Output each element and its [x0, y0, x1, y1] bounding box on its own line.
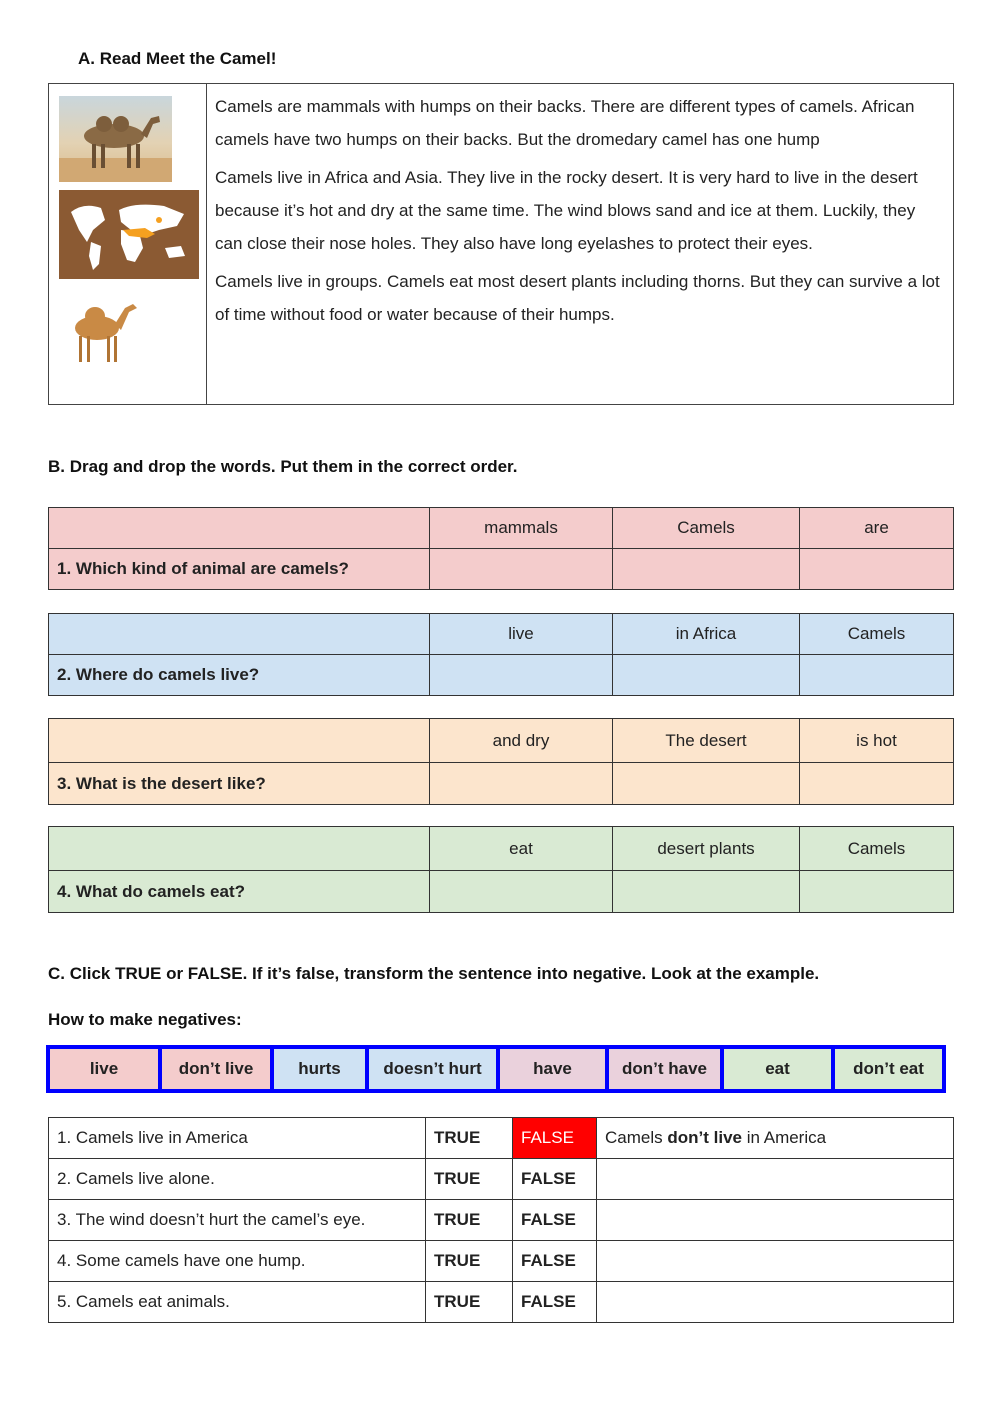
true-button[interactable]: TRUE	[426, 1118, 513, 1159]
false-button[interactable]: FALSE	[513, 1159, 597, 1200]
word-tile[interactable]: eat	[430, 827, 613, 871]
answer-field-5[interactable]	[597, 1282, 954, 1323]
negative-word-live: live	[50, 1049, 162, 1089]
question-3: 3. What is the desert like?	[49, 763, 430, 805]
bactrian-camel-photo	[59, 96, 172, 182]
reading-text	[207, 84, 953, 404]
word-tile[interactable]: mammals	[430, 508, 613, 549]
word-tile[interactable]: live	[430, 614, 613, 655]
world-map-image	[59, 190, 199, 279]
true-button[interactable]: TRUE	[426, 1159, 513, 1200]
dromedary-camel-image	[61, 292, 145, 368]
answer-field-4[interactable]	[597, 1241, 954, 1282]
word-tile[interactable]: Camels	[800, 614, 954, 655]
question-2: 2. Where do camels live?	[49, 655, 430, 696]
statement-1: 1. Camels live in America	[49, 1118, 426, 1159]
word-tile[interactable]: Camels	[613, 508, 800, 549]
drop-slot[interactable]	[613, 655, 800, 696]
word-tile[interactable]: are	[800, 508, 954, 549]
false-button[interactable]: FALSE	[513, 1282, 597, 1323]
question-4: 4. What do camels eat?	[49, 871, 430, 913]
section-a-heading: A. Read Meet the Camel!	[78, 49, 277, 68]
false-button[interactable]: FALSE	[513, 1200, 597, 1241]
sentence-table-2	[48, 613, 954, 696]
negative-word-eat: eat	[724, 1049, 835, 1089]
statement-5: 5. Camels eat animals.	[49, 1282, 426, 1323]
sentence-table-4	[48, 826, 954, 913]
negative-word-dont-eat: don’t eat	[835, 1049, 942, 1089]
drop-slot[interactable]	[800, 549, 954, 590]
section-b-heading: B. Drag and drop the words. Put them in the correct order.	[48, 457, 518, 476]
word-tile[interactable]: The desert	[613, 719, 800, 763]
example-after: in America	[741, 1128, 827, 1147]
drop-slot[interactable]	[430, 871, 613, 913]
drop-slot[interactable]	[613, 871, 800, 913]
drop-slot[interactable]	[613, 549, 800, 590]
example-bold: don’t live	[667, 1128, 742, 1147]
drop-slot[interactable]	[430, 655, 613, 696]
true-false-table	[48, 1117, 954, 1323]
word-tile[interactable]: desert plants	[613, 827, 800, 871]
sentence-table-3	[48, 718, 954, 805]
negatives-heading: How to make negatives:	[48, 1010, 242, 1029]
paragraph-2: Camels live in Africa and Asia. They live in the rocky desert. It is very hard to live in the desert because it’s hot and dry at the same time. The wind blows sand and ice at them. Luckily, they can close their nose holes. They also have long eyelashes to protect their eyes.	[215, 168, 918, 253]
example-before: Camels	[605, 1128, 668, 1147]
blank-cell	[49, 508, 430, 549]
image-column	[49, 84, 207, 404]
drop-slot[interactable]	[800, 655, 954, 696]
negatives-bar	[46, 1045, 946, 1093]
blank-cell	[49, 719, 430, 763]
true-button[interactable]: TRUE	[426, 1282, 513, 1323]
paragraph-1: Camels are mammals with humps on their backs. There are different types of camels. African camels have two humps on their backs. But the dromedary camel has one hump	[215, 97, 915, 149]
answer-field-1[interactable]	[597, 1118, 954, 1159]
negative-word-hurts: hurts	[274, 1049, 369, 1089]
drop-slot[interactable]	[430, 549, 613, 590]
paragraph-3: Camels live in groups. Camels eat most desert plants including thorns. But they can survive a lot of time without food or water because of their humps.	[215, 272, 940, 324]
drop-slot[interactable]	[613, 763, 800, 805]
negative-word-have: have	[500, 1049, 609, 1089]
false-button-selected[interactable]: FALSE	[513, 1118, 597, 1159]
drop-slot[interactable]	[800, 871, 954, 913]
statement-2: 2. Camels live alone.	[49, 1159, 426, 1200]
sentence-table-1	[48, 507, 954, 590]
drop-slot[interactable]	[800, 763, 954, 805]
section-c-heading: C. Click TRUE or FALSE. If it’s false, transform the sentence into negative. Look at the example.	[48, 964, 820, 983]
blank-cell	[49, 827, 430, 871]
word-tile[interactable]: in Africa	[613, 614, 800, 655]
true-button[interactable]: TRUE	[426, 1200, 513, 1241]
answer-field-2[interactable]	[597, 1159, 954, 1200]
drop-slot[interactable]	[430, 763, 613, 805]
true-button[interactable]: TRUE	[426, 1241, 513, 1282]
word-tile[interactable]: Camels	[800, 827, 954, 871]
reading-box	[48, 83, 954, 405]
question-1: 1. Which kind of animal are camels?	[49, 549, 430, 590]
false-button[interactable]: FALSE	[513, 1241, 597, 1282]
word-tile[interactable]: and dry	[430, 719, 613, 763]
answer-field-3[interactable]	[597, 1200, 954, 1241]
statement-4: 4. Some camels have one hump.	[49, 1241, 426, 1282]
negative-word-doesnt-hurt: doesn’t hurt	[369, 1049, 500, 1089]
negative-word-dont-have: don’t have	[609, 1049, 724, 1089]
negative-word-dont-live: don’t live	[162, 1049, 274, 1089]
word-tile[interactable]: is hot	[800, 719, 954, 763]
blank-cell	[49, 614, 430, 655]
statement-3: 3. The wind doesn’t hurt the camel’s eye.	[49, 1200, 426, 1241]
